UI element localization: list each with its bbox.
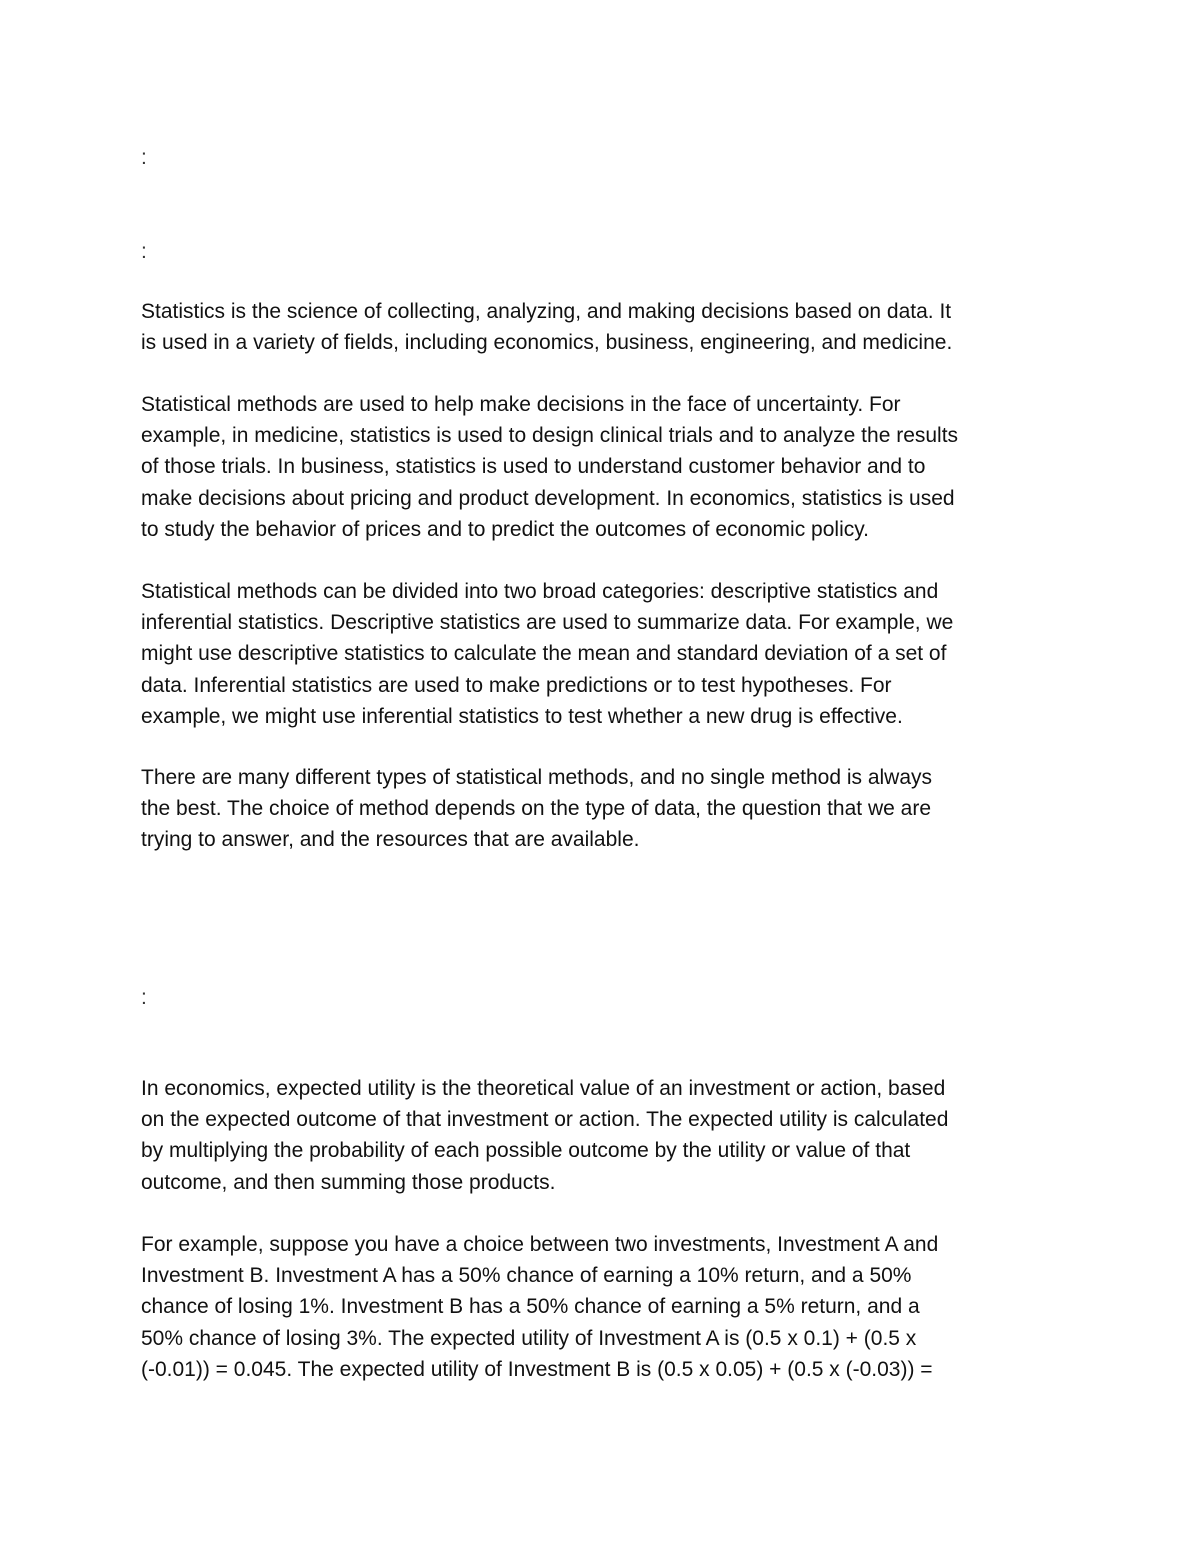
paragraph-statistical-methods-uncertainty <box>141 389 1076 545</box>
text-line: data. Inferential statistics are used to make predictions or to test hypotheses. For <box>141 673 892 697</box>
text-line: on the expected outcome of that investment or action. The expected utility is calculated <box>141 1108 949 1132</box>
text-line: trying to answer, and the resources that are available. <box>141 828 640 852</box>
text-line: might use descriptive statistics to calculate the mean and standard deviation of a set of <box>141 642 947 666</box>
paragraph-statistics-intro <box>141 296 1076 358</box>
text-line: There are many different types of statistical methods, and no single method is always <box>141 766 933 789</box>
section-marker-2: : <box>141 240 147 263</box>
paragraph-expected-utility-definition <box>141 1073 1076 1198</box>
text-line: of those trials. In business, statistics is used to understand customer behavior and to <box>141 455 926 479</box>
text-line: is used in a variety of fields, including economics, business, engineering, and medicine. <box>141 331 953 355</box>
section-marker-1: : <box>141 146 147 169</box>
text-line: (-0.01)) = 0.045. The expected utility of Investment B is (0.5 x 0.05) + (0.5 x (-0.03)) = <box>141 1357 933 1381</box>
text-line: Investment B. Investment A has a 50% chance of earning a 10% return, and a 50% <box>141 1264 912 1288</box>
text-line: the best. The choice of method depends on the type of data, the question that we are <box>141 797 931 821</box>
text-line: outcome, and then summing those products. <box>141 1170 556 1194</box>
paragraph-method-choice <box>141 762 1076 856</box>
paragraph-descriptive-inferential <box>141 576 1076 732</box>
text-line: example, we might use inferential statistics to test whether a new drug is effective. <box>141 704 903 728</box>
text-line: Statistical methods can be divided into two broad categories: descriptive statistics and <box>141 580 939 603</box>
section-marker-3: : <box>141 986 147 1009</box>
text-line: Statistics is the science of collecting, analyzing, and making decisions based on data. It <box>141 300 952 323</box>
paragraph-expected-utility-example <box>141 1229 1076 1385</box>
text-line: example, in medicine, statistics is used to design clinical trials and to analyze the results <box>141 424 959 448</box>
text-line: In economics, expected utility is the theoretical value of an investment or action, based <box>141 1077 946 1100</box>
text-line: to study the behavior of prices and to predict the outcomes of economic policy. <box>141 517 870 541</box>
text-line: inferential statistics. Descriptive statistics are used to summarize data. For example, we <box>141 611 954 635</box>
text-line: For example, suppose you have a choice between two investments, Investment A and <box>141 1233 939 1256</box>
text-line: by multiplying the probability of each possible outcome by the utility or value of that <box>141 1139 911 1163</box>
text-line: 50% chance of losing 3%. The expected utility of Investment A is (0.5 x 0.1) + (0.5 x <box>141 1326 917 1350</box>
text-line: make decisions about pricing and product development. In economics, statistics is used <box>141 486 955 510</box>
text-line: Statistical methods are used to help make decisions in the face of uncertainty. For <box>141 393 901 416</box>
text-line: chance of losing 1%. Investment B has a 50% chance of earning a 5% return, and a <box>141 1295 920 1319</box>
